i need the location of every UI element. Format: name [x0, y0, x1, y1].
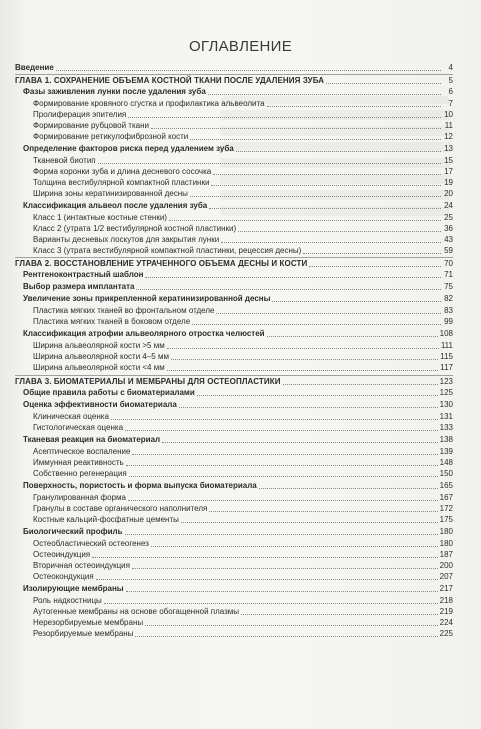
toc-entry-label: Костные кальций-фосфатные цементы	[33, 515, 179, 524]
toc-entry-page: 180	[439, 539, 453, 548]
toc-entry-page: 59	[444, 246, 453, 255]
toc-entry	[15, 155, 453, 166]
toc-entry-page: 225	[439, 629, 453, 638]
toc-entry-label: Ширина альвеолярной кости <4 мм	[33, 363, 165, 372]
toc-entry	[15, 595, 453, 606]
toc-entry	[15, 362, 453, 373]
toc-entry-page: 10	[444, 110, 453, 119]
toc-entry-page: 111	[440, 341, 453, 350]
dot-leader	[162, 442, 438, 443]
toc-entry-label: Толщина вестибулярной компактной пластинки	[33, 178, 210, 187]
dot-leader	[128, 500, 438, 501]
toc-entry-label: Гистологическая оценка	[33, 423, 124, 432]
toc-entry	[15, 617, 453, 628]
toc-entry	[15, 166, 453, 177]
dot-leader	[190, 196, 441, 197]
toc-entry-page: 175	[439, 515, 453, 524]
toc-entry	[15, 434, 453, 445]
toc-entry-label: Остеокондукция	[33, 572, 94, 581]
toc-entry	[15, 188, 453, 199]
dot-leader	[209, 511, 437, 512]
toc-entry	[15, 316, 453, 327]
dot-leader	[126, 591, 438, 592]
toc-entry-page: 83	[444, 306, 453, 315]
toc-entry-page: 150	[439, 469, 453, 478]
dot-leader	[111, 419, 438, 420]
toc-entry-page: 224	[439, 618, 453, 627]
toc-entry-label: ГЛАВА 2. ВОССТАНОВЛЕНИЕ УТРАЧЕННОГО ОБЪЕМА ДЕСНЫ И КОСТИ	[15, 259, 308, 268]
toc-entry-page: 167	[439, 493, 453, 502]
toc-entry	[15, 351, 453, 362]
toc-entry	[15, 422, 453, 433]
toc-entry	[15, 245, 453, 256]
toc-entry-page: 117	[440, 363, 453, 372]
toc-chapter	[15, 74, 453, 86]
dot-leader	[190, 139, 441, 140]
toc-entry	[15, 223, 453, 234]
dot-leader	[135, 636, 437, 637]
dot-leader	[309, 266, 441, 267]
toc-entry-label: Формирование ретикулофиброзной кости	[33, 132, 189, 141]
dot-leader	[236, 151, 441, 152]
dot-leader	[96, 579, 438, 580]
toc-entry-page: 15	[444, 156, 453, 165]
toc-entry-page: 75	[444, 282, 453, 291]
toc-entry-page: 24	[444, 201, 453, 210]
toc-entry-page: 12	[444, 132, 453, 141]
dot-leader	[192, 324, 441, 325]
toc-entry-page: 7	[448, 99, 453, 108]
toc-entry	[15, 480, 453, 491]
toc-entry-page: 187	[439, 550, 453, 559]
toc-entry-label: ГЛАВА 3. БИОМАТЕРИАЛЫ И МЕМБРАНЫ ДЛЯ ОСТЕОПЛАСТИКИ	[15, 377, 281, 386]
toc-entry-label: Класс 3 (утрата вестибулярной компактной пластинки, рецессия десны)	[33, 246, 302, 255]
toc-entry-label: Ширина зоны кератинизированной десны	[33, 189, 188, 198]
toc-entry-page: 207	[439, 572, 453, 581]
dot-leader	[136, 289, 441, 290]
toc-entry	[15, 628, 453, 639]
toc-entry-label: Рентгеноконтрастный шаблон	[23, 270, 144, 279]
toc-entry	[15, 109, 453, 120]
toc-entry-label: Варианты десневых лоскутов для закрытия лунки	[33, 235, 220, 244]
toc-entry-label: Резорбируемые мембраны	[33, 629, 134, 638]
dot-leader	[326, 83, 441, 84]
toc-entry	[15, 269, 453, 280]
toc-entry-label: Определение факторов риска перед удалением зуба	[23, 144, 234, 153]
dot-leader	[211, 185, 441, 186]
toc-entry	[15, 131, 453, 142]
toc-entry-label: Класс 1 (интактные костные стенки)	[33, 213, 167, 222]
toc-entry	[15, 492, 453, 503]
dot-leader	[128, 117, 441, 118]
dot-leader	[145, 625, 438, 626]
toc-entry	[15, 62, 453, 73]
toc-entry-page: 6	[448, 87, 453, 96]
dot-leader	[132, 454, 437, 455]
toc-entry	[15, 143, 453, 154]
toc-entry-page: 82	[444, 294, 453, 303]
toc-entry-label: Форма коронки зуба и длина десневого сосочка	[33, 167, 212, 176]
page-title: ОГЛАВЛЕНИЕ	[188, 38, 293, 55]
toc-entry-page: 200	[439, 561, 453, 570]
toc-entry-label: Асептическое воспаление	[33, 447, 131, 456]
dot-leader	[56, 70, 441, 71]
toc-entry-label: Гранулы в составе органического наполнителя	[33, 504, 208, 513]
toc-entry-label: Оценка эффективности биоматериала	[23, 400, 177, 409]
toc-entry	[15, 526, 453, 537]
toc-entry	[15, 468, 453, 479]
toc-entry-label: Остеоиндукция	[33, 550, 91, 559]
toc-entry-page: 43	[444, 235, 453, 244]
toc-entry-page: 99	[444, 317, 453, 326]
toc-entry-page: 172	[439, 504, 453, 513]
toc-entry	[15, 200, 453, 211]
toc-entry-label: Собственно регенерация	[33, 469, 127, 478]
toc-entry	[15, 560, 453, 571]
toc-entry	[15, 549, 453, 560]
toc-entry-page: 123	[439, 377, 453, 386]
toc-entry-label: Классификация атрофии альвеолярного отростка челюстей	[23, 329, 265, 338]
toc-entry	[15, 446, 453, 457]
toc-entry	[15, 606, 453, 617]
dot-leader	[213, 174, 441, 175]
toc-entry	[15, 98, 453, 109]
toc-entry	[15, 328, 453, 339]
dot-leader	[283, 384, 438, 385]
toc-entry-page: 19	[444, 178, 453, 187]
toc-entry	[15, 457, 453, 468]
dot-leader	[181, 522, 438, 523]
dot-leader	[267, 336, 438, 337]
toc-entry-page: 133	[439, 423, 453, 432]
dot-leader	[125, 430, 438, 431]
toc-entry-label: Остеобластический остеогенез	[33, 539, 149, 548]
toc-entry	[15, 503, 453, 514]
toc-chapter	[15, 375, 453, 387]
dot-leader	[126, 465, 438, 466]
dot-leader	[145, 277, 441, 278]
toc-entry-label: Поверхность, пористость и форма выпуска биоматериала	[23, 481, 257, 490]
dot-leader	[92, 557, 438, 558]
toc-entry-page: 139	[439, 447, 453, 456]
toc-entry-label: Аутогенные мембраны на основе обогащенной плазмы	[33, 607, 240, 616]
toc-entry-label: Пластика мягких тканей в боковом отделе	[33, 317, 191, 326]
toc-entry	[15, 514, 453, 525]
dot-leader	[238, 231, 441, 232]
toc-entry	[15, 571, 453, 582]
toc-entry-page: 131	[439, 412, 453, 421]
toc-entry-label: Фазы заживления лунки после удаления зуба	[23, 87, 206, 96]
toc-entry-page: 180	[439, 527, 453, 536]
toc-entry-page: 11	[444, 121, 453, 130]
toc-entry-label: Пролиферация эпителия	[33, 110, 127, 119]
toc-entry-page: 25	[444, 213, 453, 222]
toc-entry	[15, 399, 453, 410]
toc-entry	[15, 340, 453, 351]
toc-entry-page: 130	[439, 400, 453, 409]
toc-entry-page: 108	[439, 329, 453, 338]
dot-leader	[179, 407, 438, 408]
toc-entry	[15, 305, 453, 316]
dot-leader	[151, 546, 438, 547]
toc-entry-label: Нерезорбируемые мембраны	[33, 618, 144, 627]
toc-entry-label: Иммунная реактивность	[33, 458, 124, 467]
dot-leader	[167, 348, 439, 349]
dot-leader	[197, 395, 438, 396]
toc-entry-page: 5	[448, 76, 453, 85]
dot-leader	[169, 220, 441, 221]
toc-entry-label: Класс 2 (утрата 1/2 вестибулярной костной пластинки)	[33, 224, 237, 233]
toc-entry-label: Биологический профиль	[23, 527, 123, 536]
toc-entry-label: Ширина альвеолярной кости >5 мм	[33, 341, 165, 350]
dot-leader	[208, 94, 441, 95]
toc-entry-page: 217	[439, 584, 453, 593]
dot-leader	[132, 568, 438, 569]
dot-leader	[125, 534, 438, 535]
dot-leader	[272, 301, 441, 302]
toc-entry-label: Формирование кровяного сгустка и профилактика альвеолита	[33, 99, 265, 108]
dot-leader	[241, 614, 438, 615]
dot-leader	[171, 359, 438, 360]
dot-leader	[167, 370, 439, 371]
toc-entry	[15, 281, 453, 292]
toc-entry	[15, 411, 453, 422]
toc-entry	[15, 120, 453, 131]
dot-leader	[129, 476, 438, 477]
toc-entry	[15, 293, 453, 304]
toc-entry-label: Роль надкостницы	[33, 596, 102, 605]
toc-entry-label: Пластика мягких тканей во фронтальном отделе	[33, 306, 215, 315]
dot-leader	[303, 253, 441, 254]
toc-chapter	[15, 257, 453, 269]
toc-entry-label: Общие правила работы с биоматериалами	[23, 388, 195, 397]
toc-entry-label: Ширина альвеолярной кости 4–5 мм	[33, 352, 169, 361]
toc-entry-label: Введение	[15, 63, 54, 72]
toc-entry-label: Увеличение зоны прикрепленной кератинизированной десны	[23, 294, 271, 303]
dot-leader	[267, 106, 441, 107]
toc-entry	[15, 212, 453, 223]
dot-leader	[98, 163, 441, 164]
toc-entry-page: 36	[444, 224, 453, 233]
toc-entry-page: 138	[439, 435, 453, 444]
toc-entry-label: Клиническая оценка	[33, 412, 109, 421]
dot-leader	[216, 313, 441, 314]
toc-entry-page: 148	[439, 458, 453, 467]
toc-entry-page: 70	[444, 259, 453, 268]
toc-entry	[15, 177, 453, 188]
toc-entry-page: 13	[444, 144, 453, 153]
toc-entry-page: 17	[444, 167, 453, 176]
toc-entry-page: 115	[440, 352, 453, 361]
toc-entry-page: 125	[439, 388, 453, 397]
toc-entry-label: Гранулированная форма	[33, 493, 126, 502]
dot-leader	[259, 488, 438, 489]
toc-entry	[15, 387, 453, 398]
toc-entry-label: Тканевой биотип	[33, 156, 96, 165]
toc-entry	[15, 538, 453, 549]
dot-leader	[209, 208, 441, 209]
toc-entry-label: Тканевая реакция на биоматериал	[23, 435, 161, 444]
toc-entry-page: 20	[444, 189, 453, 198]
toc-entry	[15, 583, 453, 594]
toc-entry	[15, 86, 453, 97]
toc-entry-label: Вторичная остеоиндукция	[33, 561, 130, 570]
toc-entry-label: Формирование рубцовой ткани	[33, 121, 149, 130]
toc-entry-label: ГЛАВА 1. СОХРАНЕНИЕ ОБЪЕМА КОСТНОЙ ТКАНИ ПОСЛЕ УДАЛЕНИЯ ЗУБА	[15, 76, 325, 85]
toc-entry-page: 165	[439, 481, 453, 490]
toc-entry-label: Выбор размера имплантата	[23, 282, 135, 291]
toc-entry	[15, 234, 453, 245]
toc-entry-label: Изолирующие мембраны	[23, 584, 124, 593]
toc-entry-page: 218	[439, 596, 453, 605]
dot-leader	[104, 603, 438, 604]
toc-entry-page: 71	[444, 270, 453, 279]
toc-entry-page: 4	[448, 63, 453, 72]
toc-entry-label: Классификация альвеол после удаления зуба	[23, 201, 208, 210]
toc-entry-page: 219	[439, 607, 453, 616]
dot-leader	[151, 128, 441, 129]
dot-leader	[221, 242, 441, 243]
